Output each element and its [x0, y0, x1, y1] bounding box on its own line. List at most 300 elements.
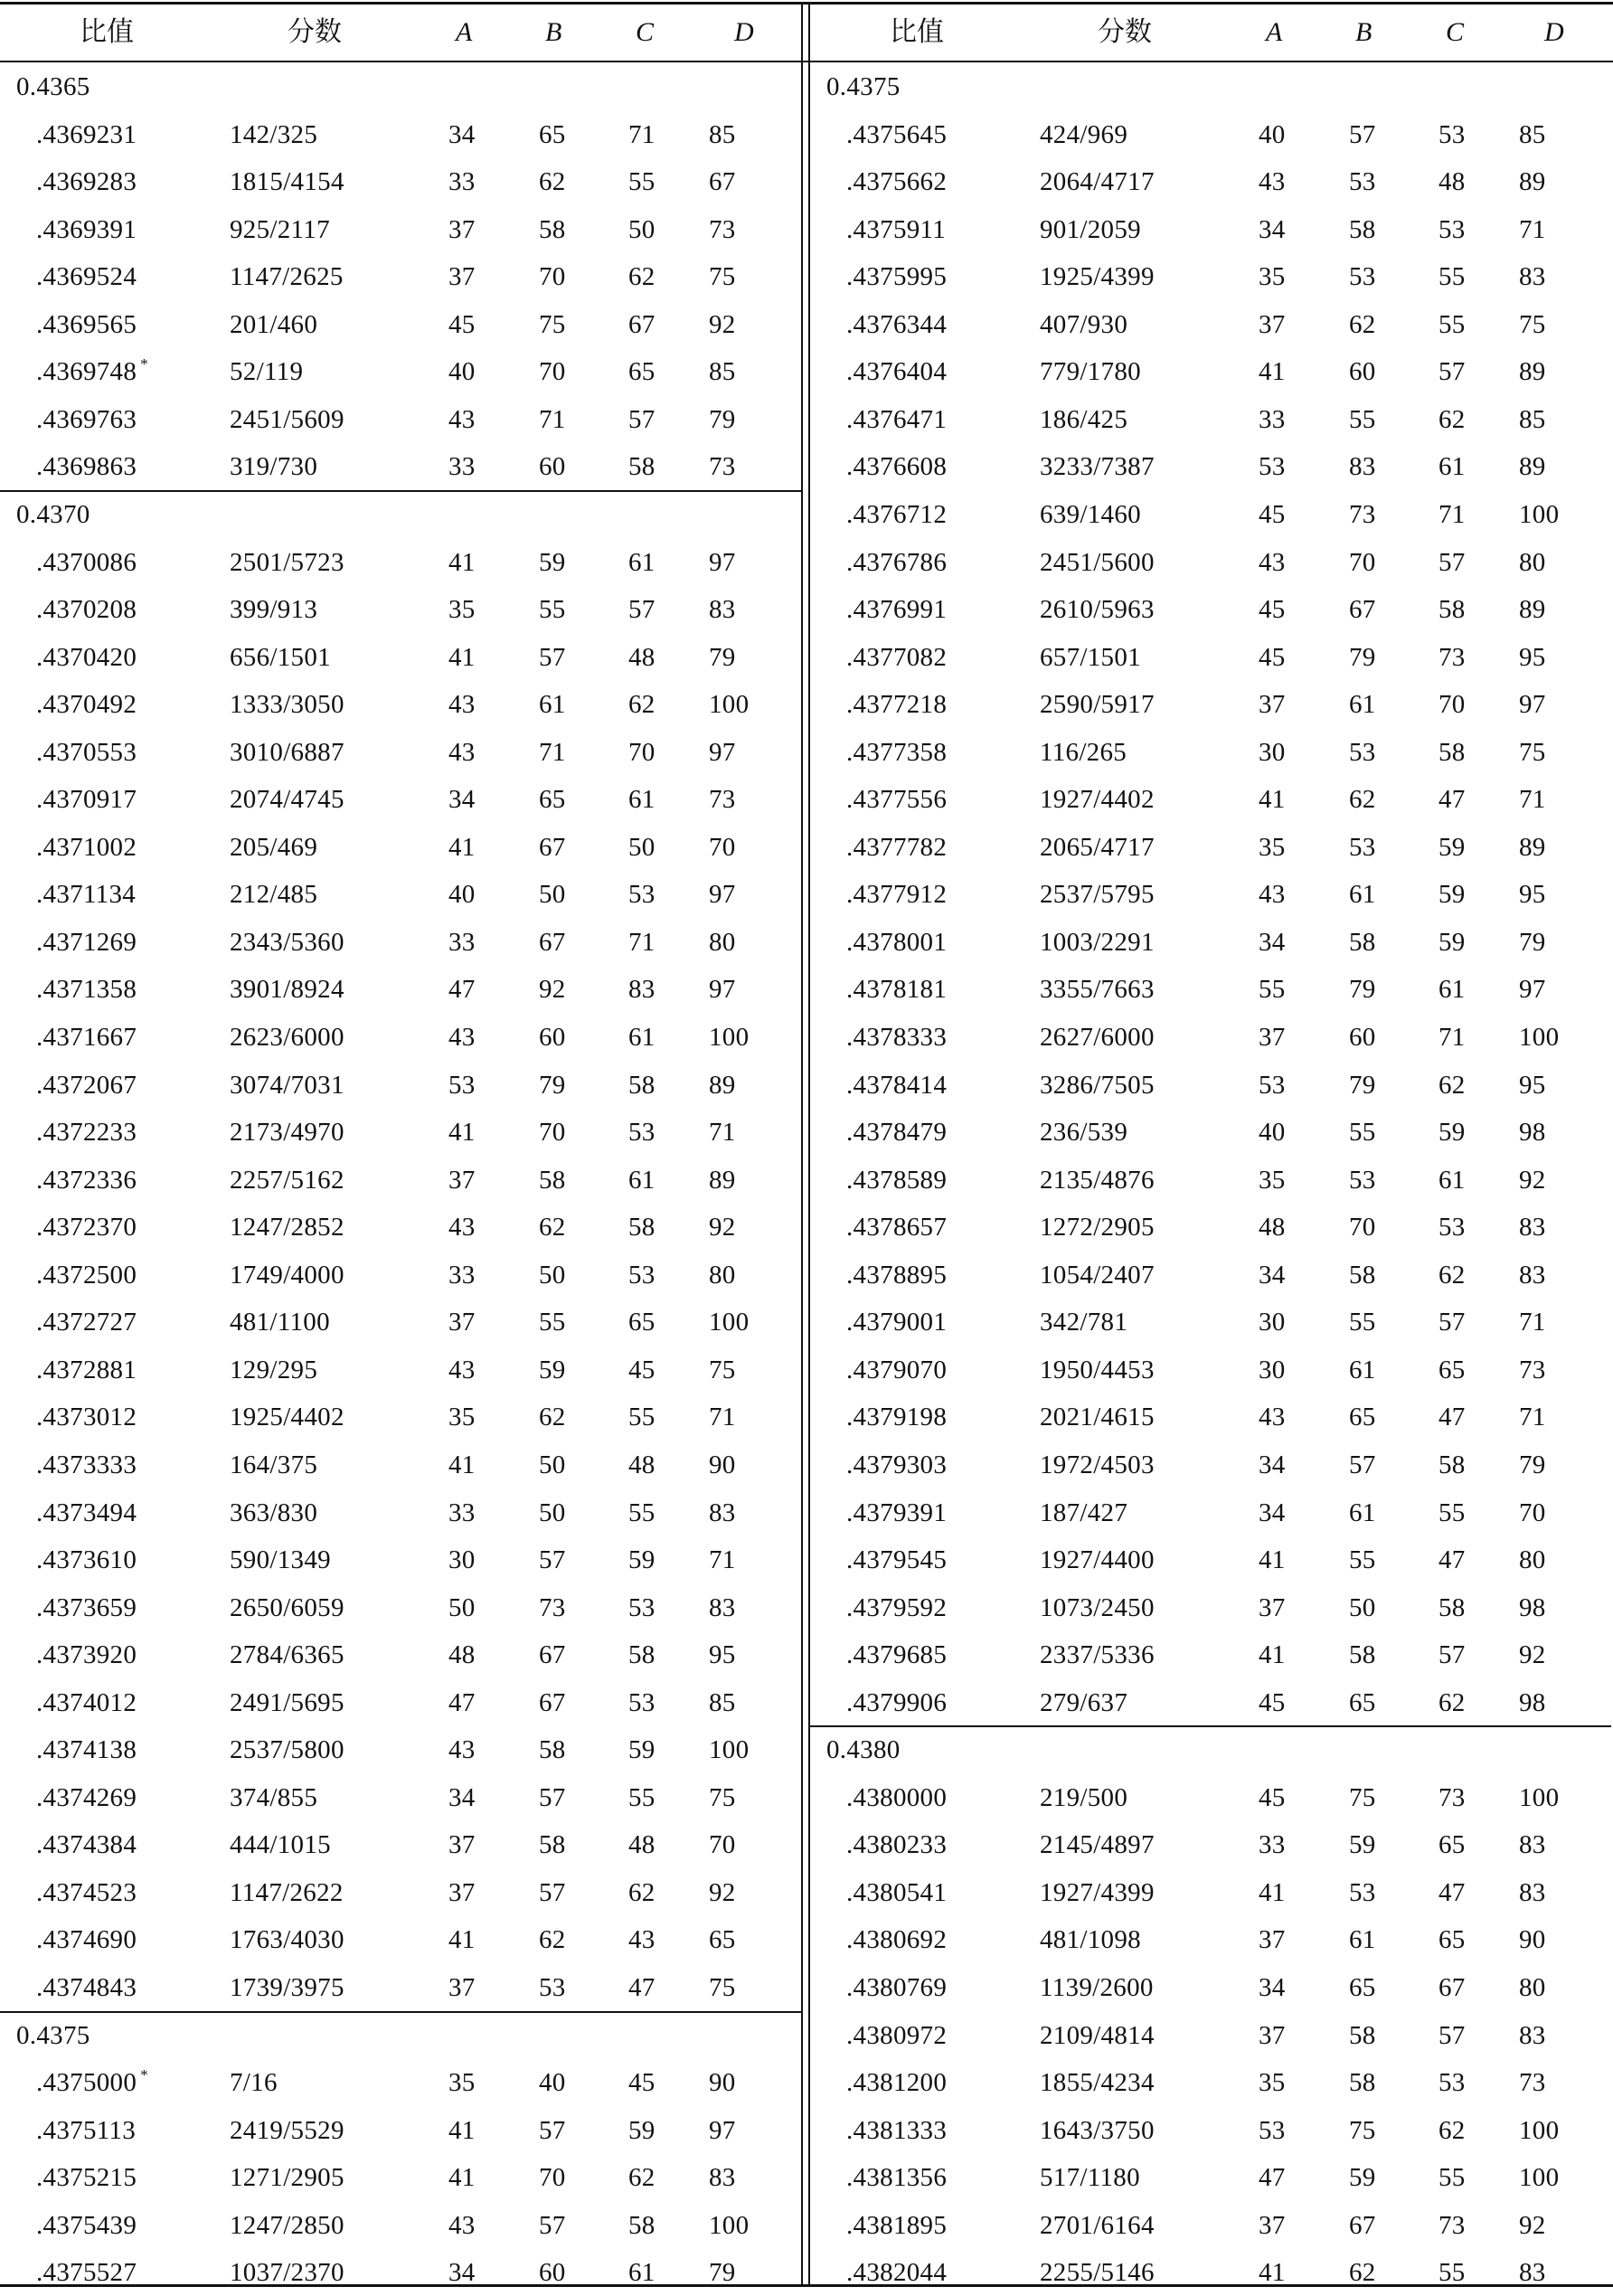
fraction-cell: 2627/6000	[1040, 1023, 1155, 1052]
ratio-cell	[846, 450, 947, 483]
asterisk-mark: *	[140, 355, 148, 373]
a-cell: 34	[1259, 1450, 1286, 1479]
group-label: 0.4365	[16, 72, 90, 101]
d-cell: 90	[709, 2068, 736, 2098]
d-cell: 83	[709, 1498, 736, 1527]
b-cell: 61	[1349, 880, 1376, 910]
c-cell: 45	[628, 2068, 656, 2098]
ratio-cell	[36, 1306, 137, 1338]
ratio-value: .4373333	[36, 1450, 137, 1479]
c-cell: 61	[628, 2258, 656, 2288]
table-row	[0, 539, 803, 586]
fraction-cell: 2701/6164	[1040, 2210, 1155, 2240]
a-cell: 35	[1259, 832, 1286, 862]
b-cell: 71	[539, 737, 566, 767]
ratio-cell	[36, 1687, 137, 1719]
d-cell: 75	[709, 1973, 736, 2002]
fraction-cell: 219/500	[1040, 1782, 1128, 1812]
d-cell: 92	[1519, 1165, 1546, 1195]
c-cell: 61	[628, 1023, 656, 1052]
fraction-cell: 590/1349	[230, 1545, 331, 1575]
table-row	[810, 2107, 1613, 2154]
ratio-value: .4374384	[36, 1830, 137, 1860]
table-row	[810, 2059, 1613, 2106]
header-b: B	[545, 17, 562, 47]
ratio-value: .4369391	[36, 214, 137, 244]
fraction-cell: 1147/2622	[230, 1877, 344, 1907]
ratio-value: .4379545	[846, 1545, 948, 1575]
fraction-cell: 2257/5162	[230, 1165, 344, 1195]
table-row	[0, 1774, 803, 1821]
fraction-cell: 2021/4615	[1040, 1403, 1155, 1432]
ratio-value: .4375662	[846, 167, 948, 197]
table-row	[0, 919, 803, 966]
fraction-cell: 2650/6059	[230, 1592, 344, 1622]
ratio-cell	[36, 1069, 137, 1101]
ratio-cell	[846, 1971, 947, 2004]
c-cell: 55	[628, 1403, 656, 1432]
fraction-cell: 517/1180	[1040, 2163, 1140, 2193]
a-cell: 48	[448, 1640, 476, 1670]
fraction-cell: 399/913	[230, 595, 318, 625]
c-cell: 59	[1438, 832, 1466, 862]
ratio-cell	[846, 1354, 947, 1386]
d-cell: 71	[709, 1545, 736, 1575]
ratio-cell	[36, 2256, 137, 2289]
table-row	[0, 1489, 803, 1536]
fraction-cell: 444/1015	[230, 1830, 331, 1860]
d-cell: 95	[1519, 1070, 1546, 1100]
a-cell: 45	[1259, 642, 1286, 672]
b-cell: 65	[1349, 1403, 1376, 1432]
fraction-cell: 116/265	[1040, 737, 1127, 767]
a-cell: 45	[1259, 1782, 1286, 1812]
fraction-cell: 1247/2852	[230, 1213, 344, 1242]
d-cell: 97	[709, 975, 736, 1005]
fraction-cell: 1763/4030	[230, 1925, 344, 1955]
table-row	[810, 871, 1613, 918]
table-row	[0, 158, 803, 205]
table-row	[0, 2249, 803, 2296]
fraction-cell: 2109/4814	[1040, 2020, 1155, 2050]
fraction-cell: 236/539	[1040, 1118, 1128, 1148]
ratio-cell	[846, 1021, 947, 1054]
ratio-value: .4379391	[846, 1498, 948, 1527]
table-row	[810, 1109, 1613, 1156]
fraction-cell: 1003/2291	[1040, 927, 1155, 957]
ratio-value: .4381356	[846, 2163, 948, 2193]
d-cell: 92	[1519, 2210, 1546, 2240]
fraction-cell: 374/855	[230, 1782, 318, 1812]
d-cell: 71	[1519, 214, 1546, 244]
a-cell: 53	[1259, 2115, 1286, 2145]
asterisk-mark: *	[140, 2066, 148, 2084]
b-cell: 62	[539, 1213, 566, 1242]
c-cell: 53	[628, 1592, 656, 1622]
a-cell: 35	[448, 2068, 476, 2098]
table-row	[0, 348, 803, 395]
a-cell: 30	[1259, 1355, 1286, 1384]
table-row	[810, 2154, 1613, 2201]
a-cell: 41	[1259, 1545, 1286, 1575]
ratio-cell	[36, 546, 137, 579]
ratio-cell	[36, 355, 148, 392]
b-cell: 62	[539, 1925, 566, 1955]
ratio-value: .4375113	[36, 2115, 137, 2145]
ratio-value: .4378333	[846, 1023, 948, 1052]
ratio-value: .4373610	[36, 1545, 137, 1575]
ratio-value: .4380972	[846, 2020, 948, 2050]
table-row	[810, 1299, 1613, 1346]
table-row	[810, 1916, 1613, 1963]
b-cell: 55	[1349, 404, 1376, 434]
ratio-value: .4370492	[36, 690, 137, 720]
ratio-value: .4379685	[846, 1640, 948, 1670]
a-cell: 53	[1259, 1070, 1286, 1100]
c-cell: 65	[1438, 1355, 1466, 1384]
fraction-cell: 2065/4717	[1040, 832, 1155, 862]
b-cell: 60	[539, 452, 566, 482]
c-cell: 71	[628, 119, 656, 149]
b-cell: 67	[1349, 595, 1376, 625]
c-cell: 43	[628, 1925, 656, 1955]
c-cell: 53	[628, 1118, 656, 1148]
d-cell: 100	[709, 2210, 750, 2240]
c-cell: 83	[628, 975, 656, 1005]
ratio-value: .4382044	[846, 2258, 948, 2288]
b-cell: 79	[539, 1070, 566, 1100]
a-cell: 41	[1259, 1640, 1286, 1670]
ratio-cell	[846, 1401, 947, 1433]
ratio-value: .4377782	[846, 832, 948, 862]
table-row	[0, 681, 803, 728]
table-row	[810, 301, 1613, 348]
ratio-value: .4378414	[846, 1070, 948, 1100]
c-cell: 59	[1438, 927, 1466, 957]
ratio-value: .4373494	[36, 1498, 137, 1527]
fraction-cell: 1147/2625	[230, 262, 344, 292]
b-cell: 57	[539, 1782, 566, 1812]
c-cell: 47	[628, 1973, 656, 2002]
ratio-value: .4378181	[846, 975, 948, 1005]
ratio-value: .4380000	[846, 1782, 948, 1812]
group-header-row	[0, 491, 803, 538]
a-cell: 41	[1259, 785, 1286, 815]
header-c: C	[1446, 17, 1465, 47]
b-cell: 53	[1349, 262, 1376, 292]
table-row	[810, 396, 1613, 443]
c-cell: 62	[1438, 404, 1466, 434]
ratio-cell	[36, 1497, 137, 1529]
d-cell: 95	[709, 1640, 736, 1670]
table-row	[0, 1062, 803, 1109]
d-cell: 83	[1519, 2020, 1546, 2050]
d-cell: 85	[709, 119, 736, 149]
ratio-cell	[36, 1923, 137, 1956]
ratio-value: .4381895	[846, 2210, 948, 2240]
c-cell: 58	[1438, 1450, 1466, 1479]
a-cell: 40	[448, 880, 476, 910]
b-cell: 67	[539, 1640, 566, 1670]
a-cell: 34	[448, 2258, 476, 2288]
b-cell: 61	[1349, 690, 1376, 720]
fraction-cell: 2610/5963	[1040, 595, 1155, 625]
fraction-cell: 657/1501	[1040, 642, 1141, 672]
ratio-cell	[36, 1544, 137, 1576]
b-cell: 58	[1349, 2020, 1376, 2050]
ratio-value: .4371002	[36, 832, 137, 862]
c-cell: 61	[628, 1165, 656, 1195]
ratio-cell	[36, 2161, 137, 2194]
b-cell: 57	[539, 1545, 566, 1575]
table-row	[810, 1679, 1613, 1726]
table-row	[0, 634, 803, 681]
c-cell: 62	[628, 1877, 656, 1907]
table-row	[0, 2202, 803, 2249]
d-cell: 70	[709, 832, 736, 862]
ratio-value: .4370420	[36, 642, 137, 672]
fraction-cell: 2074/4745	[230, 785, 344, 815]
ratio-cell	[36, 403, 137, 436]
a-cell: 34	[1259, 1498, 1286, 1527]
ratio-value: .4376786	[846, 547, 948, 577]
ratio-cell	[846, 783, 947, 816]
c-cell: 55	[628, 1782, 656, 1812]
ratio-value: .4377358	[846, 737, 948, 767]
a-cell: 40	[448, 357, 476, 387]
ratio-value: .4374269	[36, 1782, 137, 1812]
table-row	[0, 301, 803, 348]
c-cell: 53	[628, 880, 656, 910]
table-row	[810, 2012, 1613, 2059]
c-cell: 62	[628, 690, 656, 720]
ratio-value: .4370086	[36, 547, 137, 577]
ratio-value: .4369763	[36, 404, 137, 434]
ratio-value: .4371358	[36, 975, 137, 1005]
d-cell: 89	[1519, 167, 1546, 197]
ratio-cell	[36, 1971, 137, 2004]
group-label: 0.4380	[826, 1735, 901, 1765]
d-cell: 80	[1519, 547, 1546, 577]
c-cell: 55	[1438, 309, 1466, 339]
a-cell: 43	[1259, 1403, 1286, 1432]
table-row	[810, 111, 1613, 158]
d-cell: 71	[1519, 785, 1546, 815]
d-cell: 100	[1519, 2115, 1560, 2145]
b-cell: 55	[539, 595, 566, 625]
table-row	[810, 1204, 1613, 1251]
a-cell: 37	[1259, 1592, 1286, 1622]
table-row	[810, 1062, 1613, 1109]
ratio-value: .4375215	[36, 2163, 137, 2193]
ratio-value: .4380233	[846, 1830, 948, 1860]
b-cell: 53	[1349, 167, 1376, 197]
ratio-cell	[36, 1164, 137, 1196]
ratio-cell	[846, 641, 947, 674]
c-cell: 55	[1438, 262, 1466, 292]
ratio-cell	[846, 1639, 947, 1671]
ratio-cell	[36, 1259, 137, 1291]
b-cell: 65	[539, 785, 566, 815]
c-cell: 47	[1438, 1545, 1466, 1575]
table-row	[810, 158, 1613, 205]
table-row	[810, 1346, 1613, 1394]
ratio-cell	[36, 308, 137, 341]
ratio-value: .4375000	[36, 2068, 137, 2098]
a-cell: 33	[448, 1260, 476, 1290]
c-cell: 58	[1438, 737, 1466, 767]
header-b: B	[1355, 17, 1372, 47]
ratio-value: .4379070	[846, 1355, 948, 1384]
table-row	[810, 1869, 1613, 1916]
a-cell: 41	[448, 2115, 476, 2145]
a-cell: 53	[448, 1070, 476, 1100]
fraction-cell: 2173/4970	[230, 1118, 344, 1148]
a-cell: 30	[1259, 1308, 1286, 1337]
header-a: A	[1266, 17, 1283, 47]
fraction-cell: 2145/4897	[1040, 1830, 1155, 1860]
a-cell: 47	[448, 1687, 476, 1717]
b-cell: 67	[539, 927, 566, 957]
ratio-value: .4380769	[846, 1973, 948, 2002]
c-cell: 58	[628, 1070, 656, 1100]
c-cell: 67	[1438, 1973, 1466, 2002]
ratio-cell	[36, 2209, 137, 2242]
table-row	[810, 681, 1613, 728]
b-cell: 53	[1349, 832, 1376, 862]
b-cell: 57	[539, 2210, 566, 2240]
fraction-cell: 1333/3050	[230, 690, 344, 720]
ratio-cell	[846, 2019, 947, 2052]
table-row	[0, 966, 803, 1013]
fraction-cell: 2255/5146	[1040, 2258, 1155, 2288]
fraction-cell: 779/1780	[1040, 357, 1141, 387]
ratio-cell	[846, 1781, 947, 1814]
b-cell: 40	[539, 2068, 566, 2098]
ratio-value: .4379592	[846, 1592, 948, 1622]
fraction-cell: 129/295	[230, 1355, 318, 1384]
fraction-cell: 901/2059	[1040, 214, 1141, 244]
ratio-value: .4380692	[846, 1925, 948, 1955]
fraction-cell: 1925/4402	[230, 1403, 344, 1432]
c-cell: 61	[1438, 975, 1466, 1005]
ratio-value: .4379001	[846, 1308, 948, 1337]
fraction-cell: 1950/4453	[1040, 1355, 1155, 1384]
ratio-value: .4373659	[36, 1592, 137, 1622]
header-a: A	[456, 17, 473, 47]
fraction-cell: 2537/5800	[230, 1735, 344, 1765]
table-row	[0, 1394, 803, 1441]
ratio-value: .4379198	[846, 1403, 948, 1432]
b-cell: 55	[1349, 1308, 1376, 1337]
ratio-value: .4374012	[36, 1687, 137, 1717]
fraction-cell: 1073/2450	[1040, 1592, 1155, 1622]
b-cell: 71	[539, 404, 566, 434]
c-cell: 53	[628, 1687, 656, 1717]
fraction-cell: 3233/7387	[1040, 452, 1155, 482]
d-cell: 100	[709, 1308, 750, 1337]
b-cell: 60	[539, 2258, 566, 2288]
d-cell: 89	[1519, 595, 1546, 625]
b-cell: 70	[539, 262, 566, 292]
a-cell: 33	[448, 167, 476, 197]
fraction-cell: 2451/5600	[1040, 547, 1155, 577]
d-cell: 83	[709, 1592, 736, 1622]
d-cell: 65	[709, 1925, 736, 1955]
b-cell: 62	[1349, 309, 1376, 339]
header-fraction: 分数	[288, 16, 342, 48]
fraction-cell: 2337/5336	[1040, 1640, 1155, 1670]
fraction-cell: 3355/7663	[1040, 975, 1155, 1005]
d-cell: 97	[709, 880, 736, 910]
ratio-cell	[36, 1354, 137, 1386]
ratio-cell	[846, 2114, 947, 2147]
a-cell: 34	[1259, 1260, 1286, 1290]
a-cell: 43	[448, 1355, 476, 1384]
table-row	[810, 1441, 1613, 1488]
ratio-cell	[846, 165, 947, 198]
fraction-cell: 639/1460	[1040, 499, 1141, 529]
a-cell: 53	[1259, 452, 1286, 482]
ratio-cell	[846, 1687, 947, 1719]
fraction-cell: 1815/4154	[230, 167, 344, 197]
ratio-value: .4369565	[36, 309, 137, 339]
fraction-cell: 164/375	[230, 1450, 318, 1479]
ratio-cell	[36, 831, 137, 864]
c-cell: 59	[1438, 1118, 1466, 1148]
fraction-cell: 1037/2370	[230, 2258, 344, 2288]
fraction-cell: 2537/5795	[1040, 880, 1155, 910]
c-cell: 65	[628, 1308, 656, 1337]
ratio-cell	[846, 1069, 947, 1101]
d-cell: 100	[1519, 1782, 1560, 1812]
ratio-cell	[846, 1497, 947, 1529]
a-cell: 35	[448, 1403, 476, 1432]
ratio-cell	[36, 2066, 148, 2102]
ratio-cell	[846, 2209, 947, 2242]
b-cell: 50	[539, 1260, 566, 1290]
b-cell: 58	[1349, 2068, 1376, 2098]
fraction-cell: 3286/7505	[1040, 1070, 1155, 1100]
fraction-cell: 2623/6000	[230, 1023, 344, 1052]
d-cell: 83	[1519, 2258, 1546, 2288]
ratio-value: .4381200	[846, 2068, 948, 2098]
fraction-cell: 1925/4399	[1040, 262, 1155, 292]
ratio-value: .4374843	[36, 1973, 137, 2002]
a-cell: 33	[448, 452, 476, 482]
a-cell: 41	[448, 1118, 476, 1148]
a-cell: 43	[448, 1213, 476, 1242]
d-cell: 70	[709, 1830, 736, 1860]
ratio-cell	[36, 593, 137, 626]
b-cell: 62	[1349, 785, 1376, 815]
c-cell: 50	[628, 832, 656, 862]
c-cell: 57	[1438, 2020, 1466, 2050]
a-cell: 34	[448, 1782, 476, 1812]
fraction-cell: 1271/2905	[230, 2163, 344, 2193]
d-cell: 97	[709, 737, 736, 767]
c-cell: 71	[628, 927, 656, 957]
group-label: 0.4370	[16, 499, 90, 529]
d-cell: 75	[709, 262, 736, 292]
fraction-cell: 481/1098	[1040, 1925, 1141, 1955]
c-cell: 55	[628, 167, 656, 197]
table-row	[0, 1726, 803, 1773]
table-row	[810, 253, 1613, 300]
fraction-cell: 2451/5609	[230, 404, 344, 434]
c-cell: 45	[628, 1355, 656, 1384]
d-cell: 80	[1519, 1973, 1546, 2002]
